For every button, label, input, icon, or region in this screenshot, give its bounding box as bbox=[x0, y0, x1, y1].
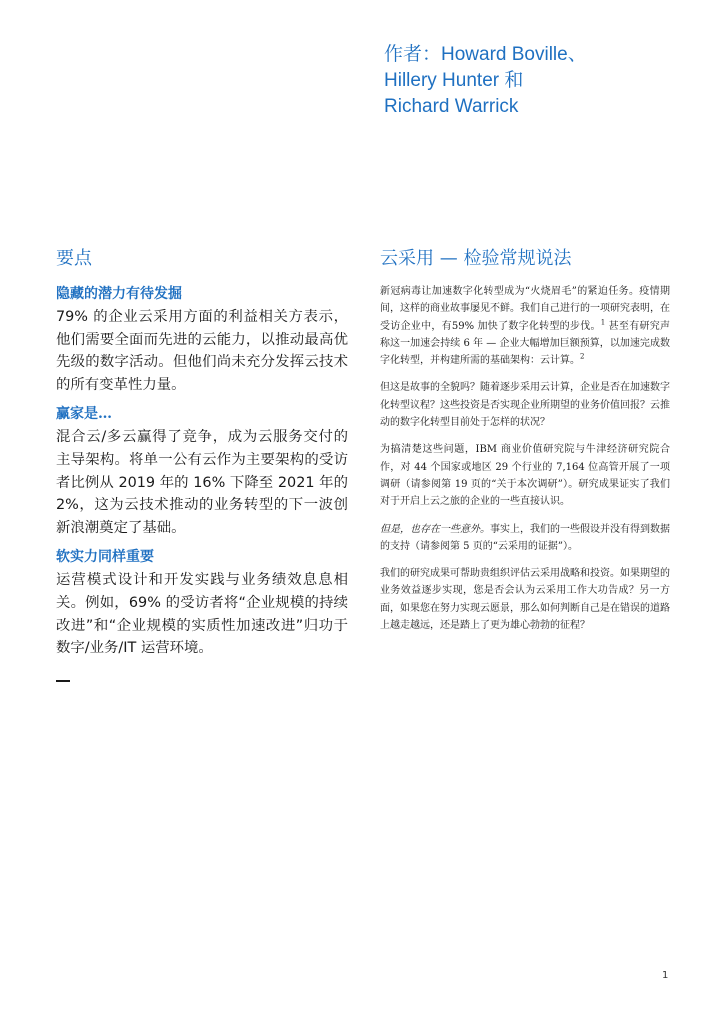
emphasis-text: 但是，也存在一些意外。 bbox=[380, 523, 490, 535]
author-line-1: 作者：Howard Boville、 bbox=[384, 44, 587, 65]
key-point-heading: 软实力同样重要 bbox=[56, 549, 154, 566]
key-point-body: 运营模式设计和开发实践与业务绩效息息相关。例如，69% 的受访者将“企业规模的持续改进”和“企业规模的实质性加速改进”归功于数字/业务/IT 运营环境。 bbox=[56, 572, 348, 657]
key-point-item bbox=[56, 282, 348, 396]
paragraph-text: 事实上，我们的一些假设并没有得到数据的支持（请参阅第 5 页的“云采用的证据”）。 bbox=[380, 523, 670, 552]
article-paragraph: 为搞清楚这些问题，IBM 商业价值研究院与牛津经济研究院合作，对 44 个国家或地区 29 个行业的 7,164 位高管开展了一项调研（请参阅第 19 页的“关于本次调研”）。研究成果证实了我们对于开启上云之旅的企业的一些直接认识。 bbox=[380, 444, 670, 508]
author-line-3: Richard Warrick bbox=[384, 96, 519, 117]
key-point-item bbox=[56, 402, 348, 539]
key-points-title: 要点 bbox=[56, 248, 92, 269]
author-line-2: Hillery Hunter 和 bbox=[384, 70, 524, 91]
article-paragraph bbox=[380, 521, 670, 556]
paragraph-text: 甚至有研究声称这一加速会持续 6 年 — 企业大幅增加巨额预算，以加速完成数字化转型，并构建所需的基础架构：云计算。 bbox=[380, 320, 670, 367]
footnote-ref: 2 bbox=[580, 352, 585, 361]
key-point-body: 79% 的企业云采用方面的利益相关方表示，他们需要全面而先进的云能力，以推动最高优先级的数字活动。但他们尚未充分发挥云技术的所有变革性力量。 bbox=[56, 309, 348, 393]
paragraph-text: 新冠病毒让加速数字化转型成为“火烧眉毛”的紧迫任务。疫情期间，这样的商业故事屡见不鲜。我们自己进行的一项研究表明，在受访企业中，有59% 加快了数字化转型的步伐。 bbox=[380, 286, 670, 332]
article-paragraph: 但这是故事的全貌吗？随着逐步采用云计算，企业是否在加速数字化转型议程？这些投资是否实现企业所期望的业务价值回报？云推动的数字化转型目前处于怎样的状况？ bbox=[380, 382, 670, 429]
article-paragraph: 我们的研究成果可帮助贵组织评估云采用战略和投资。如果期望的业务效益逐步实现，您是否会认为云采用工作大功告成？另一方面，如果您在努力实现云愿景，那么如何判断自己是在错误的道路上越走越远，还是踏上了更为雄心勃勃的征程？ bbox=[380, 568, 670, 632]
article-title: 云采用 — 检验常规说法 bbox=[380, 248, 572, 269]
article-paragraph bbox=[380, 283, 670, 369]
key-point-heading: 赢家是… bbox=[56, 406, 112, 423]
key-point-body: 混合云/多云赢得了竞争，成为云服务交付的主导架构。将单一公有云作为主要架构的受访者比例从 2019 年的 16% 下降至 2021 年的 2%，这为云技术推动的业务转型的下一波创新浪潮奠定了基础。 bbox=[56, 429, 348, 536]
key-points-column bbox=[56, 246, 348, 682]
article-column bbox=[380, 246, 670, 644]
footnote-ref: 1 bbox=[600, 318, 606, 327]
author-byline bbox=[384, 42, 704, 120]
key-point-heading: 隐藏的潜力有待发掘 bbox=[56, 286, 182, 302]
page-number: 1 bbox=[662, 970, 669, 981]
key-point-item bbox=[56, 545, 348, 659]
end-divider bbox=[56, 680, 70, 682]
